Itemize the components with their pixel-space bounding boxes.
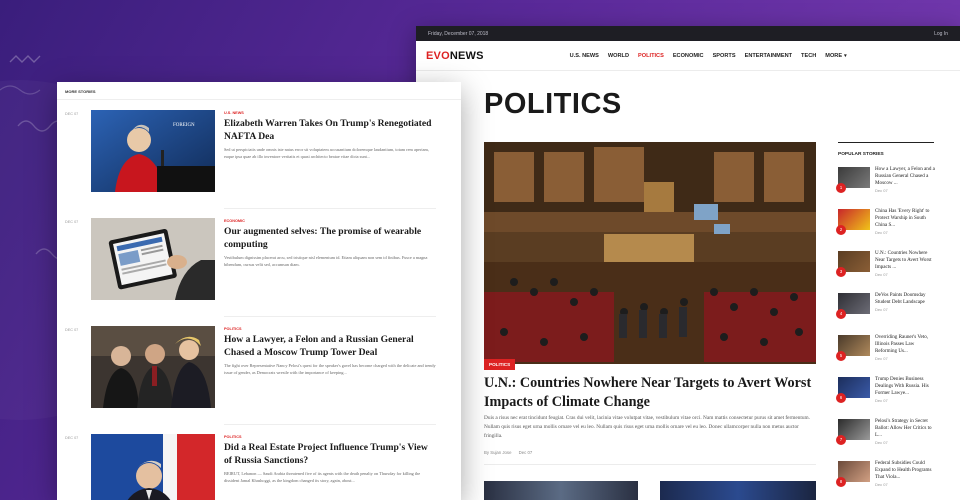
rank-badge: 7: [836, 435, 846, 445]
category-page-window: [416, 26, 960, 500]
popular-story-title[interactable]: China Has 'Every Right' to Protect Warship in South China S...: [875, 208, 930, 228]
popular-story-item[interactable]: [838, 166, 938, 208]
hero-image[interactable]: [484, 142, 816, 364]
logo-part-news: NEWS: [449, 49, 484, 62]
story-thumbnail[interactable]: [91, 110, 215, 192]
more-stories-heading: MORE STORIES: [65, 89, 96, 94]
story-headline[interactable]: Did a Real Estate Project Influence Trump's View of Russia Sanctions?: [224, 442, 428, 466]
divider: [224, 424, 436, 425]
login-link[interactable]: Log In: [934, 30, 948, 37]
popular-story-date: Dec 07: [875, 230, 888, 235]
popular-story-title[interactable]: How a Lawyer, a Felon and a Russian General Chased a Moscow ...: [875, 166, 935, 186]
popular-story-thumbnail[interactable]: [838, 167, 870, 188]
popular-story-thumbnail[interactable]: [838, 251, 870, 272]
story-thumbnail[interactable]: [91, 326, 215, 408]
popular-story-item[interactable]: [838, 418, 938, 460]
popular-story-title[interactable]: DeVos Paints Doomsday Student Debt Landscape: [875, 292, 926, 305]
story-thumbnail[interactable]: [660, 481, 816, 500]
main-nav: [570, 53, 847, 59]
story-thumbnail[interactable]: [91, 434, 215, 500]
rank-badge: 2: [836, 225, 846, 235]
story-excerpt: Vestibulum dignissim placerat arcu, sed tristique nisl elementum id. Etiam aliquam non sem id finibus. Fusce a magna bibendum, cursus velit sed, accumsan diam.: [224, 255, 428, 268]
rank-badge: 4: [836, 309, 846, 319]
main-header: [416, 41, 960, 71]
popular-story-thumbnail[interactable]: [838, 335, 870, 356]
story-category[interactable]: POLITICS: [224, 327, 242, 331]
popular-story-thumbnail[interactable]: [838, 293, 870, 314]
nav-item-more[interactable]: [825, 53, 846, 59]
nav-item-world[interactable]: WORLD: [607, 52, 630, 59]
story-excerpt: Sed ut perspiciatis unde omnis iste natus error sit voluptatem accusantium doloremque laudantium, totam rem aperiam, eaque ipsa quae ab illo inventore veritatis et quasi architecto beatae vitae dicta sunt...: [224, 147, 429, 160]
divider: [224, 208, 436, 209]
story-category[interactable]: POLITICS: [224, 435, 242, 439]
more-stories-window: [57, 82, 461, 500]
popular-story-item[interactable]: [838, 292, 938, 334]
current-date: Friday, December 07, 2018: [428, 30, 489, 37]
nav-item-politics[interactable]: POLITICS: [638, 52, 664, 59]
chevron-down-icon: ▾: [844, 52, 847, 59]
story-thumbnail[interactable]: [484, 481, 638, 500]
popular-story-date: Dec 07: [875, 398, 888, 403]
story-date: DEC 07: [65, 112, 79, 116]
logo-part-evo: EVO: [426, 49, 450, 62]
story-category[interactable]: U.S. NEWS: [224, 111, 244, 115]
hero-category-badge[interactable]: POLITICS: [484, 359, 515, 370]
story-category[interactable]: ECONOMIC: [224, 219, 245, 223]
story-item[interactable]: [57, 110, 461, 205]
popular-story-thumbnail[interactable]: [838, 209, 870, 230]
story-date: DEC 07: [65, 436, 79, 440]
popular-story-item[interactable]: [838, 334, 938, 376]
popular-story-title[interactable]: Pelosi's Strategy in Secret Ballot: Allow Her Critics to L...: [875, 418, 932, 438]
popular-stories-heading: POPULAR STORIES: [838, 142, 934, 157]
rank-badge: 3: [836, 267, 846, 277]
popular-stories-list: [838, 166, 938, 500]
rank-badge: 5: [836, 351, 846, 361]
hero-headline[interactable]: U.N.: Countries Nowhere Near Targets to Avert Worst Impacts of Climate Change: [484, 375, 812, 410]
story-date: DEC 07: [65, 220, 79, 224]
story-headline[interactable]: How a Lawyer, a Felon and a Russian General Chased a Moscow Trump Tower Deal: [224, 334, 414, 358]
nav-item-entertainment[interactable]: ENTERTAINMENT: [744, 52, 793, 59]
hero-author[interactable]: By Sujan Jose: [484, 450, 512, 455]
popular-story-thumbnail[interactable]: [838, 377, 870, 398]
popular-story-date: Dec 07: [875, 482, 888, 487]
nav-item-sports[interactable]: SPORTS: [712, 52, 736, 59]
popular-story-item[interactable]: [838, 460, 938, 500]
hero-excerpt: Duis a risus nec erat tincidunt feugiat. Cras dui velit, lacinia vitae volutpat vitae, vestibulum vitae orci. Nam mattis consectetur purus sit amet fermentum. Nullam quis risus eget urna mollis ornare vel eu leo. Nullam quis risus eget urna mollis ornare vel eu leo. Donec ullamcorper nulla non metus auctor fringilla.: [484, 415, 810, 439]
popular-story-date: Dec 07: [875, 307, 888, 312]
page-title: POLITICS: [484, 88, 622, 120]
site-logo[interactable]: [426, 50, 484, 62]
popular-story-item[interactable]: [838, 250, 938, 292]
story-thumbnail[interactable]: [91, 218, 215, 300]
popular-story-title[interactable]: Federal Subsidies Could Expand to Health Programs That Viola...: [875, 460, 932, 480]
popular-story-date: Dec 07: [875, 272, 888, 277]
popular-story-date: Dec 07: [875, 440, 888, 445]
popular-story-thumbnail[interactable]: [838, 461, 870, 482]
popular-story-title[interactable]: Overriding Rauner's Veto, Illinois Passes Law Reforming Us...: [875, 334, 929, 354]
nav-more-label: MORE: [825, 52, 843, 59]
story-item[interactable]: [57, 434, 461, 500]
story-date: DEC 07: [65, 328, 79, 332]
top-bar: [416, 26, 960, 41]
story-excerpt: The fight over Representative Nancy Pelosi's quest for the speaker's gavel has become charged with the delicate and trendy issue of gender, as Democrats wrestle with the importance of keeping...: [224, 363, 436, 376]
hero-meta: [484, 450, 538, 455]
rank-badge: 1: [836, 183, 846, 193]
story-item[interactable]: [57, 218, 461, 313]
divider: [224, 316, 436, 317]
rank-badge: 6: [836, 393, 846, 403]
divider: [57, 99, 461, 100]
nav-item-us-news[interactable]: U.S. NEWS: [569, 52, 599, 59]
popular-story-title[interactable]: Trump Denies Business Dealings With Russia. His Former Lawye...: [875, 376, 929, 396]
story-excerpt: BEIRUT, Lebanon — Saudi Arabia threatened five of its agents with the death penalty on Thursday for killing the dissident Jamal Khashoggi, as the kingdom changed its story, again, about...: [224, 471, 421, 484]
story-item[interactable]: [57, 326, 461, 421]
popular-story-date: Dec 07: [875, 188, 888, 193]
popular-story-item[interactable]: [838, 208, 938, 250]
divider: [484, 464, 816, 465]
svg-text:FOREIGN: FOREIGN: [173, 123, 195, 128]
nav-item-economic[interactable]: ECONOMIC: [672, 52, 704, 59]
popular-story-thumbnail[interactable]: [838, 419, 870, 440]
nav-item-tech[interactable]: TECH: [801, 52, 817, 59]
popular-story-title[interactable]: U.N.: Countries Nowhere Near Targets to Avert Worst Impacts ...: [875, 250, 932, 270]
story-headline[interactable]: Elizabeth Warren Takes On Trump's Renegotiated NAFTA Dea: [224, 118, 432, 142]
rank-badge: 8: [836, 477, 846, 487]
popular-story-item[interactable]: [838, 376, 938, 418]
popular-story-date: Dec 07: [875, 356, 888, 361]
story-headline[interactable]: Our augmented selves: The promise of wearable computing: [224, 226, 422, 250]
hero-date: Dec 07: [518, 450, 533, 455]
